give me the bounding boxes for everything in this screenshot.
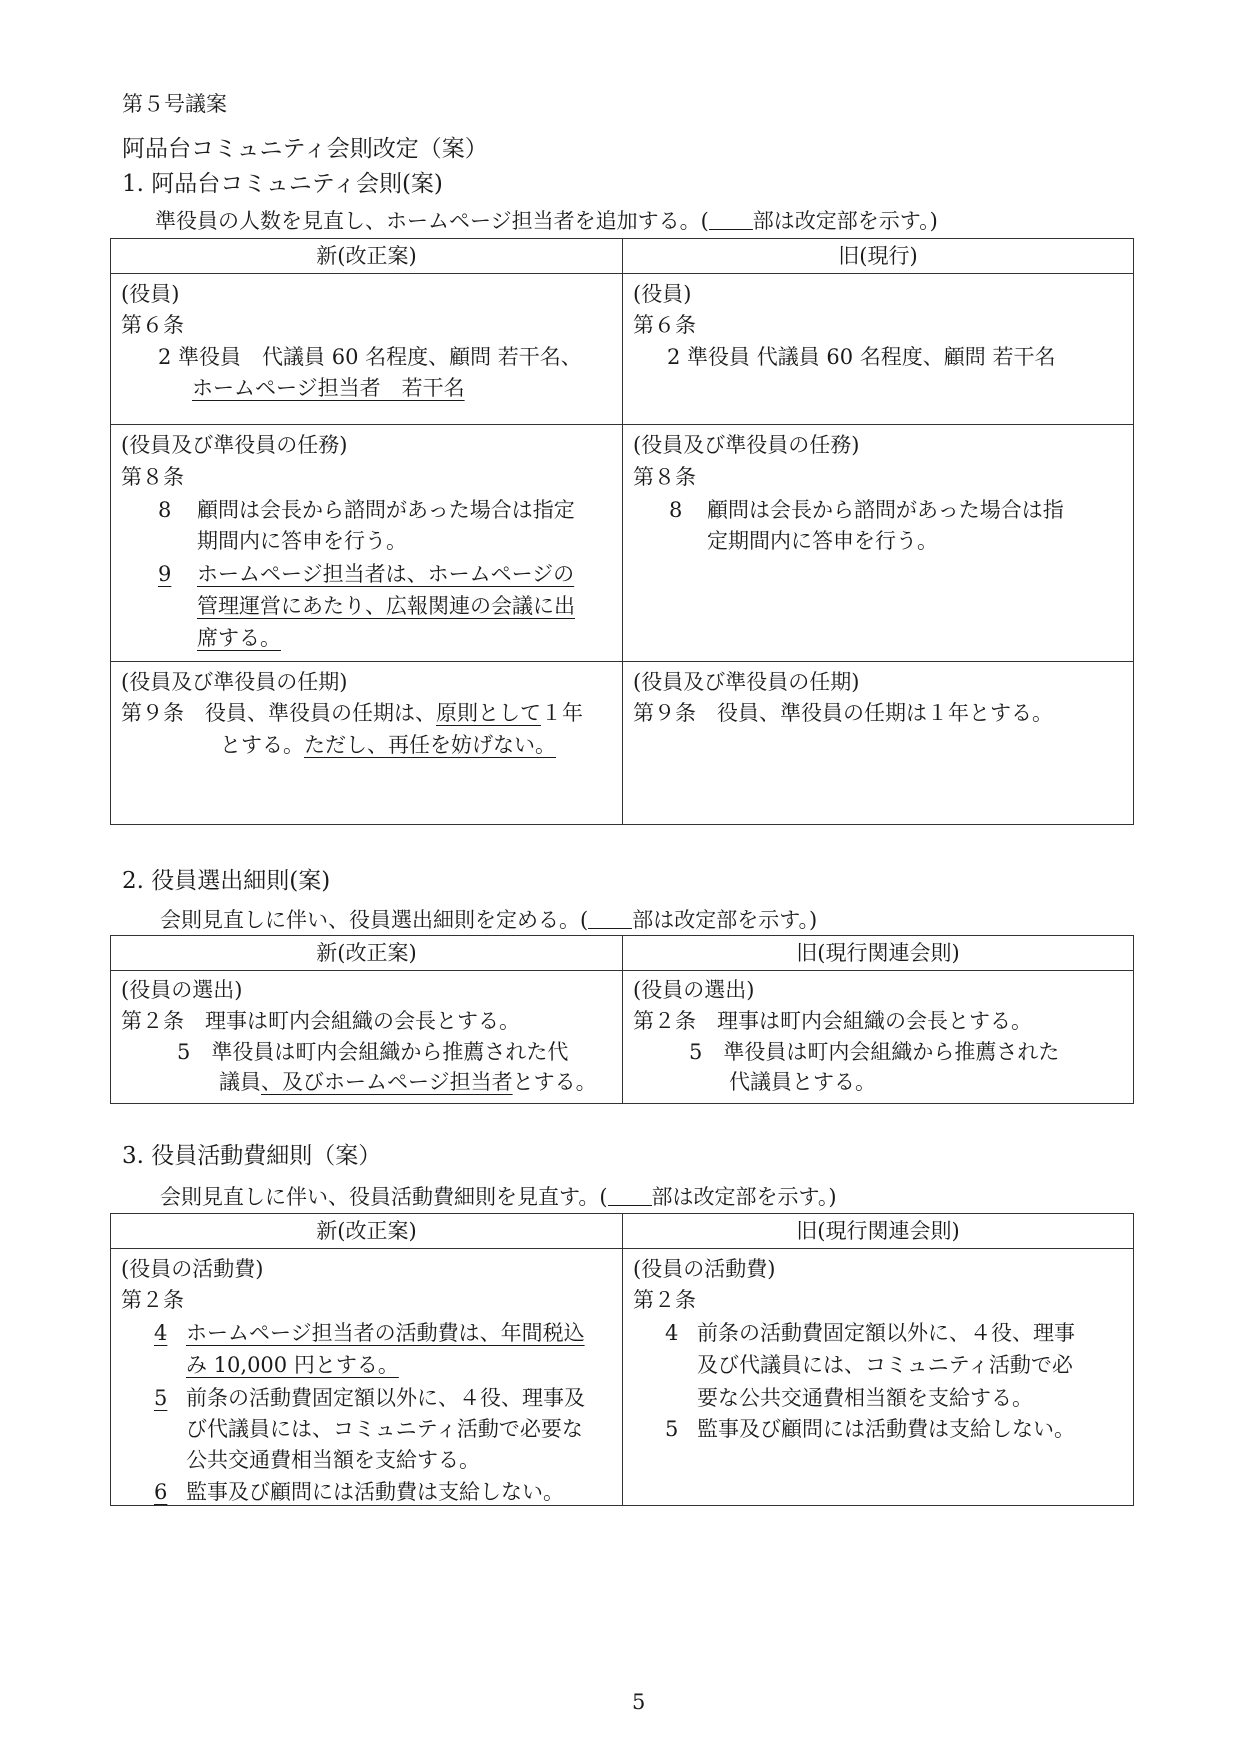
heading-label: (役員及び準役員の任期): [633, 670, 860, 694]
section-1-note: 準役員の人数を見直し、ホームページ担当者を追加する。( 部は改定部を示す。): [155, 209, 938, 233]
heading-label: (役員の選出): [633, 978, 755, 1002]
clause-text: 顧問は会長から諮問があった場合は指: [707, 498, 1064, 522]
column-header-new: 新(改正案): [111, 936, 623, 971]
heading-label: (役員): [633, 282, 692, 306]
column-header-new: 新(改正案): [111, 1214, 623, 1249]
section-1-title: 1. 阿品台コミュニティ会則(案): [122, 171, 443, 197]
heading-label: (役員及び準役員の任期): [121, 670, 348, 694]
underline-sample: [709, 209, 753, 230]
amended-text: ホームページ担当者の活動費は、年間税込: [186, 1321, 585, 1345]
old-activity-expenses: [623, 1249, 1133, 1505]
clause-text: 5 準役員は町内会組織から推薦された: [689, 1040, 1060, 1064]
clause-text: 5 準役員は町内会組織から推薦された代: [177, 1040, 569, 1064]
clause-text: び代議員には、コミュニティ活動で必要な: [186, 1417, 583, 1441]
new-article-8: [111, 425, 622, 661]
amended-text: ホームページ担当者は、ホームページの: [197, 562, 575, 586]
column-header-old: 旧(現行関連会則): [623, 936, 1134, 971]
new-article-6: [111, 274, 622, 424]
clause-text: 第２条 理事は町内会組織の会長とする。: [633, 1009, 1032, 1033]
clause-text: 2 準役員 代議員 60 名程度、顧問 若干名、: [158, 345, 582, 369]
amended-text: 管理運営にあたり、広報関連の会議に出: [197, 594, 575, 618]
agenda-number: 第５号議案: [122, 92, 227, 116]
new-article-9: [111, 662, 622, 824]
old-article-9: [623, 662, 1133, 824]
underline-sample: [608, 1185, 652, 1206]
clause-text: 及び代議員には、コミュニティ活動で必: [697, 1353, 1073, 1377]
heading-label: (役員の選出): [121, 978, 243, 1002]
section-3-table: [110, 1213, 1134, 1506]
table-row: [111, 971, 1134, 1104]
page-number: 5: [632, 1690, 646, 1714]
document-title: 阿品台コミュニティ会則改定（案）: [122, 136, 488, 162]
clause-number: 8: [669, 498, 683, 522]
table-row: [111, 662, 1134, 825]
column-header-old: 旧(現行): [623, 239, 1134, 274]
clause-text: 第９条 役員、準役員の任期は、原則として１年: [121, 701, 583, 725]
column-header-old: 旧(現行関連会則): [623, 1214, 1134, 1249]
section-2-note: 会則見直しに伴い、役員選出細則を定める。( 部は改定部を示す。): [160, 908, 818, 932]
clause-text: 前条の活動費固定額以外に、４役、理事及: [186, 1386, 585, 1410]
amended-text: ただし、再任を妨げない。: [304, 733, 556, 757]
clause-number: 8: [158, 498, 172, 522]
heading-label: (役員): [121, 282, 180, 306]
amended-text: 原則として: [436, 701, 541, 725]
clause-text: 顧問は会長から諮問があった場合は指定: [197, 498, 575, 522]
new-activity-expenses: [111, 1249, 622, 1505]
table-row: [111, 274, 1134, 425]
old-officer-election: [623, 971, 1133, 1103]
old-article-8: [623, 425, 1133, 661]
section-3-note: 会則見直しに伴い、役員活動費細則を見直す。( 部は改定部を示す。): [160, 1185, 837, 1209]
amended-clause-number: 5: [154, 1386, 168, 1410]
section-3-title: 3. 役員活動費細則（案）: [122, 1143, 382, 1169]
amended-clause-number: 6: [154, 1480, 168, 1504]
clause-text: 2 準役員 代議員 60 名程度、顧問 若干名: [667, 345, 1056, 369]
section-2-title: 2. 役員選出細則(案): [122, 868, 331, 894]
heading-label: (役員及び準役員の任務): [121, 433, 348, 457]
new-officer-election: [111, 971, 622, 1103]
clause-text: 期間内に答申を行う。: [197, 529, 407, 553]
old-article-6: [623, 274, 1133, 424]
clause-text: 第２条 理事は町内会組織の会長とする。: [121, 1009, 520, 1033]
clause-text: とする。ただし、再任を妨げない。: [220, 733, 556, 757]
clause-text: 監事及び顧問には活動費は支給しない。: [186, 1480, 564, 1504]
article-number: 第２条: [633, 1288, 696, 1312]
amended-text: 席する。: [197, 626, 281, 650]
clause-text: 要な公共交通費相当額を支給する。: [697, 1386, 1033, 1410]
amended-text: み 10,000 円とする。: [186, 1353, 399, 1377]
clause-text: 監事及び顧問には活動費は支給しない。: [697, 1417, 1075, 1441]
clause-number: 4: [665, 1321, 679, 1345]
article-number: 第８条: [633, 465, 696, 489]
section-1-table: [110, 238, 1134, 825]
article-number: 第６条: [633, 313, 696, 337]
article-number: 第６条: [121, 313, 184, 337]
clause-text: 公共交通費相当額を支給する。: [186, 1448, 480, 1472]
table-row: [111, 425, 1134, 662]
clause-text: 第９条 役員、準役員の任期は１年とする。: [633, 701, 1053, 725]
article-number: 第８条: [121, 465, 184, 489]
underline-sample: [588, 908, 632, 929]
heading-label: (役員の活動費): [633, 1257, 776, 1281]
amended-clause-number: 4: [154, 1321, 168, 1345]
section-2-table: [110, 935, 1134, 1104]
heading-label: (役員の活動費): [121, 1257, 264, 1281]
clause-text: 定期間内に答申を行う。: [707, 529, 938, 553]
amended-text: ホームページ担当者 若干名: [192, 376, 465, 400]
article-number: 第２条: [121, 1288, 184, 1312]
table-row: [111, 1249, 1134, 1506]
clause-text: 前条の活動費固定額以外に、４役、理事: [697, 1321, 1075, 1345]
clause-text: 代議員とする。: [729, 1070, 876, 1094]
clause-text: 議員、及びホームページ担当者とする。: [219, 1070, 597, 1094]
column-header-new: 新(改正案): [111, 239, 623, 274]
amended-text: 、及びホームページ担当者: [261, 1070, 513, 1094]
amended-clause-number: 9: [158, 562, 172, 586]
clause-number: 5: [665, 1417, 679, 1441]
heading-label: (役員及び準役員の任務): [633, 433, 860, 457]
